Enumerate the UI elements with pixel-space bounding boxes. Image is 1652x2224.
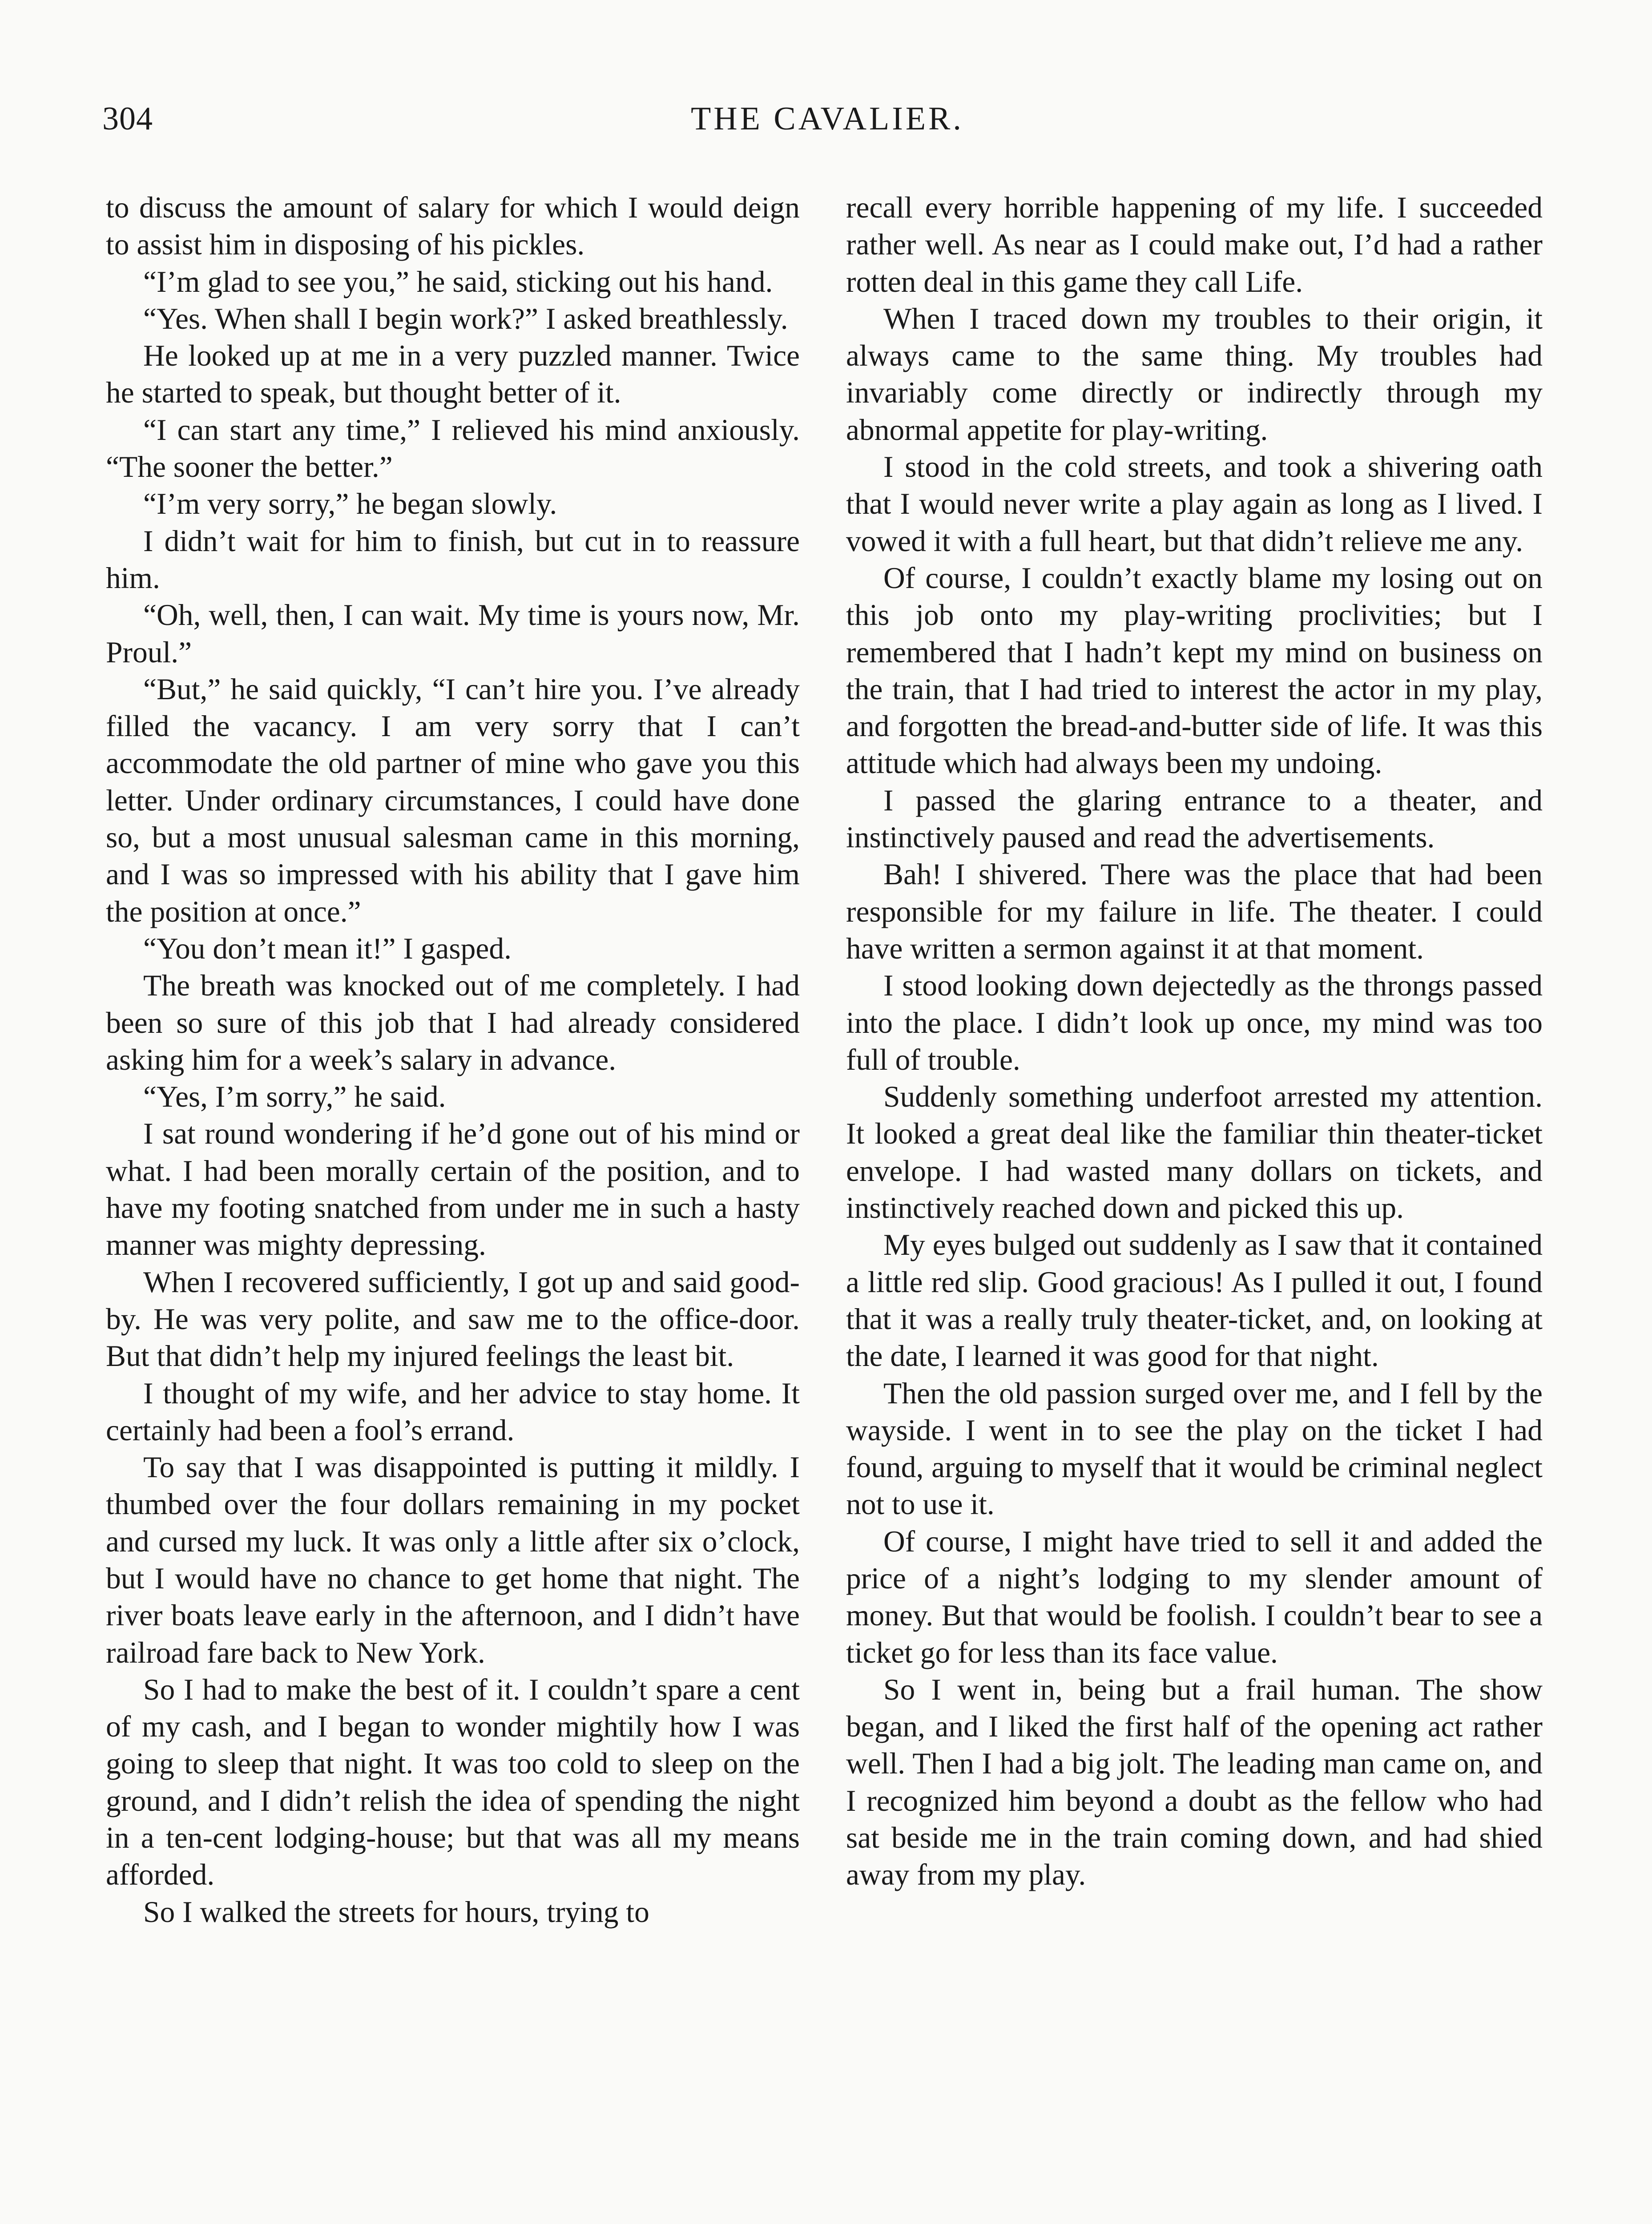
left-column (106, 189, 800, 1930)
paragraph: He looked up at me in a very puzzled manner. Twice he started to speak, but thought better of it. (106, 339, 800, 410)
paragraph: Bah! I shivered. There was the place that had been responsible for my failure in life. The theater. I could have written a sermon against it at that moment. (846, 858, 1543, 965)
paragraph: So I went in, being but a frail human. The show began, and I liked the first half of the opening act rather well. Then I had a big jolt. The leading man came on, and I recognized him beyond a doubt as the fellow who had sat beside me in the train coming down, and had shied away from my play. (846, 1672, 1543, 1892)
paragraph: “I can start any time,” I relieved his mind anxiously. “The sooner the better.” (106, 413, 800, 484)
paragraph: So I walked the streets for hours, trying to (143, 1895, 649, 1929)
paragraph: “Yes. When shall I begin work?” I asked breathlessly. (143, 302, 788, 335)
page-number: 304 (102, 101, 153, 137)
paragraph: Then the old passion surged over me, and I fell by the wayside. I went in to see the play on the ticket I had found, arguing to myself that it would be criminal neglect not to use it. (846, 1376, 1543, 1521)
paragraph: Of course, I couldn’t exactly blame my losing out on this job onto my play-writing proclivities; but I remembered that I hadn’t kept my mind on business on the train, that I had tried to interest the actor in my play, and forgotten the bread-and-butter side of life. It was this attitude which had always been my undoing. (846, 561, 1543, 780)
paragraph: “But,” he said quickly, “I can’t hire you. I’ve already filled the vacancy. I am very sorry that I can’t accommodate the old partner of mine who gave you this letter. Under ordinary circumstances, I could have done so, but a most unusual salesman came in this morning, and I was so impressed with his ability that I gave him the position at once.” (106, 672, 800, 928)
paragraph: Of course, I might have tried to sell it and added the price of a night’s lodging to my slender amount of money. But that would be foolish. I couldn’t bear to see a ticket go for less than its face value. (846, 1524, 1543, 1669)
paragraph: I thought of my wife, and her advice to stay home. It certainly had been a fool’s errand. (106, 1376, 800, 1447)
paragraph: Suddenly something underfoot arrested my attention. It looked a great deal like the familiar thin theater-ticket envelope. I had wasted many dollars on tickets, and instinctively reached down and picked this up. (846, 1080, 1543, 1225)
paragraph: to discuss the amount of salary for which I would deign to assist him in disposing of his pickles. (106, 191, 800, 262)
paragraph: “Yes, I’m sorry,” he said. (143, 1080, 446, 1114)
paragraph: My eyes bulged out suddenly as I saw that it contained a little red slip. Good gracious! As I pulled it out, I found that it was a really truly theater-ticket, and, on looking at the date, I learned it was good for that night. (846, 1228, 1543, 1373)
paragraph: I didn’t wait for him to finish, but cut in to reassure him. (106, 524, 800, 595)
paragraph: The breath was knocked out of me completely. I had been so sure of this job that I had already considered asking him for a week’s salary in advance. (106, 969, 800, 1076)
paragraph: “I’m very sorry,” he began slowly. (143, 487, 557, 521)
paragraph: “Oh, well, then, I can wait. My time is yours now, Mr. Proul.” (106, 598, 800, 669)
paragraph: recall every horrible happening of my life. I succeeded rather well. As near as I could make out, I’d had a rather rotten deal in this game they call Life. (846, 191, 1543, 298)
paragraph: I stood in the cold streets, and took a shivering oath that I would never write a play again as long as I lived. I vowed it with a full heart, but that didn’t relieve me any. (846, 450, 1543, 558)
paragraph: “I’m glad to see you,” he said, sticking out his hand. (143, 265, 773, 298)
page-header (102, 100, 1552, 153)
paragraph: So I had to make the best of it. I couldn’t spare a cent of my cash, and I began to wonder mightily how I was going to sleep that night. It was too cold to sleep on the ground, and I didn’t relish the idea of spending the night in a ten-cent lodging-house; but that was all my means afforded. (106, 1672, 800, 1892)
paragraph: I stood looking down dejectedly as the throngs passed into the place. I didn’t look up once, my mind was too full of trouble. (846, 969, 1543, 1076)
right-column (846, 189, 1543, 1894)
paragraph: “You don’t mean it!” I gasped. (143, 931, 512, 965)
paragraph: When I recovered sufficiently, I got up and said good-by. He was very polite, and saw me to the office-door. But that didn’t help my injured feelings the least bit. (106, 1265, 800, 1373)
paragraph: To say that I was disappointed is putting it mildly. I thumbed over the four dollars remaining in my pocket and cursed my luck. It was only a little after six o’clock, but I would have no chance to get home that night. The river boats leave early in the afternoon, and I didn’t have railroad fare back to New York. (106, 1450, 800, 1669)
running-title: THE CAVALIER. (691, 101, 964, 137)
paragraph: I sat round wondering if he’d gone out of his mind or what. I had been morally certain of the position, and to have my footing snatched from under me in such a hasty manner was mighty depressing. (106, 1117, 800, 1262)
paragraph: I passed the glaring entrance to a theater, and instinctively paused and read the advertisements. (846, 783, 1543, 854)
paragraph: When I traced down my troubles to their origin, it always came to the same thing. My troubles had invariably come directly or indirectly through my abnormal appetite for play-writing. (846, 302, 1543, 447)
